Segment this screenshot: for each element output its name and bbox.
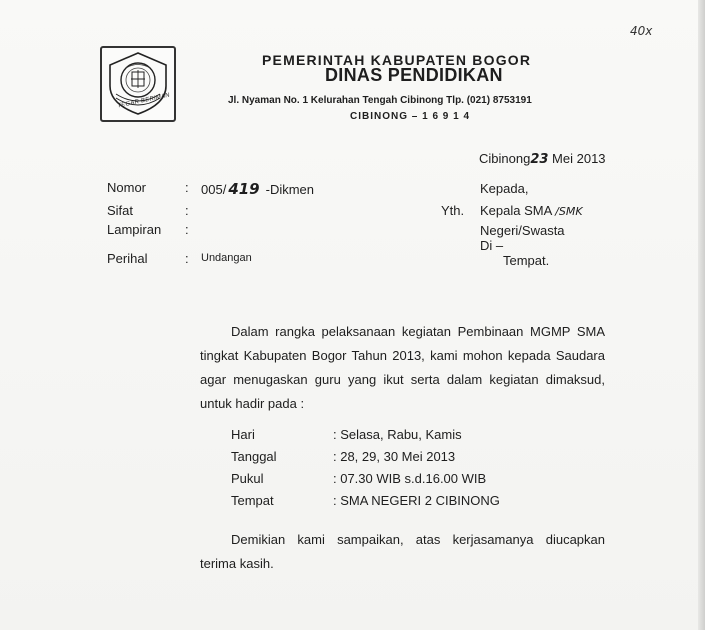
nomor-prefix: 005/ (201, 182, 227, 197)
nomor-colon: : (185, 180, 189, 195)
recipient-line3: Di – (480, 238, 504, 253)
sifat-label: Sifat (107, 203, 134, 218)
agency-name: DINAS PENDIDIKAN (325, 65, 503, 85)
agency-address: Jl. Nyaman No. 1 Kelurahan Tengah Cibinong Tlp. (021) 8753191 (228, 95, 532, 106)
handwritten-page-note: 40x (630, 24, 653, 38)
handwritten-smk: /SMK (555, 205, 583, 218)
regency-logo (100, 46, 176, 122)
body-line: untuk hadir pada : (200, 396, 305, 411)
recipient-role: Kepala SMA (480, 203, 552, 218)
recipient-kepada: Kepada, (480, 181, 529, 196)
detail-value-hari: : Selasa, Rabu, Kamis (333, 427, 462, 442)
body-paragraph (200, 320, 605, 416)
place: Cibinong (479, 151, 531, 166)
page-edge-shadow (698, 0, 705, 630)
agency-city-postcode: CIBINONG – 1 6 9 1 4 (350, 111, 471, 122)
closing-line: Demikian kami sampaikan, atas kerjasamanya diucapkan (231, 532, 605, 547)
recipient-line4: Tempat. (503, 253, 550, 268)
recipient-yth: Yth. (441, 203, 465, 218)
nomor-label: Nomor (107, 180, 147, 195)
perihal-value: Undangan (201, 252, 252, 264)
place-and-date (479, 151, 606, 167)
handwritten-nomor: 419 (228, 180, 260, 198)
nomor-suffix: -Dikmen (265, 182, 315, 197)
logo-motto: TEGAR BERIMAN (116, 92, 171, 110)
lampiran-colon: : (185, 222, 189, 237)
perihal-colon: : (185, 251, 189, 266)
detail-value-tempat: : SMA NEGERI 2 CIBINONG (333, 493, 500, 508)
government-name: PEMERINTAH KABUPATEN BOGOR (262, 52, 532, 68)
recipient-line2: Negeri/Swasta (480, 223, 565, 238)
body-line: tingkat Kabupaten Bogor Tahun 2013, kami mohon kepada Saudara (200, 348, 605, 363)
detail-value-tanggal: : 28, 29, 30 Mei 2013 (333, 449, 456, 464)
nomor-value (201, 180, 314, 198)
month-year: Mei 2013 (552, 151, 606, 166)
detail-value-pukul: : 07.30 WIB s.d.16.00 WIB (333, 471, 487, 486)
recipient-line1 (480, 203, 583, 218)
lampiran-label: Lampiran (107, 222, 162, 237)
detail-label-pukul: Pukul (231, 471, 264, 486)
body-line: Dalam rangka pelaksanaan kegiatan Pembinaan MGMP SMA (231, 324, 605, 339)
detail-label-hari: Hari (231, 427, 255, 442)
closing-paragraph (200, 528, 605, 576)
regency-emblem-icon (102, 48, 174, 120)
sifat-colon: : (185, 203, 189, 218)
body-line: agar menugaskan guru yang ikut serta dalam kegiatan dimaksud, (200, 372, 605, 387)
detail-label-tanggal: Tanggal (231, 449, 277, 464)
perihal-label: Perihal (107, 251, 148, 266)
handwritten-day: 23 (530, 152, 549, 167)
detail-label-tempat: Tempat (231, 493, 274, 508)
closing-line: terima kasih. (200, 556, 274, 571)
